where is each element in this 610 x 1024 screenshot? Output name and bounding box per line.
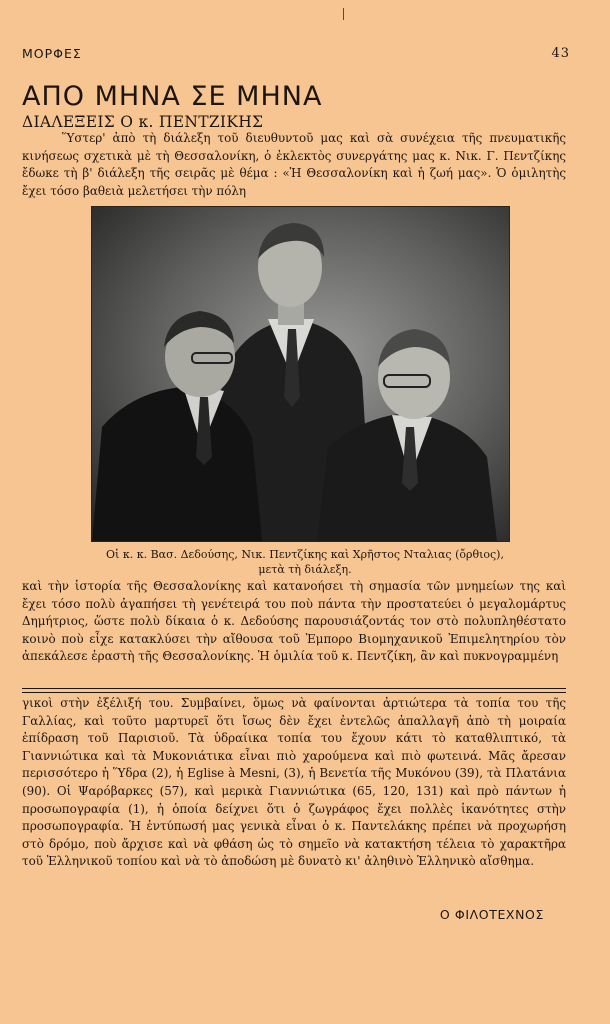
author-signature: Ο ΦΙΛΟΤΕΧΝΟΣ	[439, 907, 544, 922]
photo-caption-continued: μετὰ τὴ διάλεξη.	[258, 563, 352, 576]
page-header	[22, 46, 570, 64]
photo-caption: Οἱ κ. κ. Βασ. Δεδούσης, Νικ. Πεντζίκης καὶ Χρῆστος Νταλιας (ὄρθιος),	[106, 548, 504, 561]
magazine-name: ΜΟΡΦΕΣ	[22, 46, 82, 61]
section-divider-top	[22, 688, 566, 689]
print-mark	[343, 8, 344, 20]
article-title: ΑΠΟ ΜΗΝΑ ΣΕ ΜΗΝΑ	[22, 81, 323, 112]
article-subtitle: ΔΙΑΛΕΞΕΙΣ Ο κ. ΠΕΝΤΖΙΚΗΣ	[22, 113, 264, 131]
paragraph-body: καὶ τὴν ἱστορία τῆς Θεσσαλονίκης καὶ κατανοήσει τὴ σημασία τῶν μνημείων της καὶ ἔχει τόσο πολὺ ἀγαπήσει τὴ γενέτειρά του ποὺ πάντα τὴν προστατεύει ὁ μεγαλομάρτυς Δημήτριος, ὥστε πολὺ δίκαια ὁ κ. Δεδούσης παρουσιάζοντάς τον στὸ πολυπληθέστατο κοινὸ ποὺ εἶχε κατακλύσει τὴν αἴθουσα τοῦ Ἐμπορο Βιομηχανικοῦ Ἐπιμελητηρίου τὸν ἀπεκάλεσε ἐραστὴ τῆς Θεσσαλονίκης. Ἡ ὁμιλία τοῦ κ. Πεντζίκη, ἂν καὶ πυκνογραμμένη	[22, 579, 566, 664]
section-divider-bottom	[22, 692, 566, 693]
photo-illustration	[92, 207, 509, 541]
paragraph-review: γικοὶ στὴν ἐξέλιξή του. Συμβαίνει, ὅμως νὰ φαίνονται ἀρτιώτερα τὰ τοπία του τῆς Γαλλίας, καὶ τοῦτο μαρτυρεῖ ὅτι ἴσως δὲν ἔχει ἐντελῶς ἀπαλλαγῆ ἀπὸ τὴ μοιραία ἐπίδραση τοῦ Παρισιοῦ. Τὰ ὑδραίικα τοπία του ἔχουν κάτι τὸ καταθλιπτικό, τὰ Γιαννιώτικα καὶ τὰ Μυκονιάτικα εἶναι πιὸ χαρούμενα καὶ πιὸ φωτεινά. Μᾶς ἄρεσαν περισσότερο ἡ Ὕδρα (2), ἡ Eglise à Mesni, (3), ἡ Βενετία τῆς Μυκόνου (39), τὰ Πλατάνια (90). Οἱ Ψαρόβαρκες (57), καὶ μερικὰ Γιαννιώτικα (65, 120, 131) καὶ πρὸ πάντων ἡ προσωπογραφία (1), ἡ ὁποία δείχνει ὅτι ὁ ζωγράφος ἔχει πολλὲς ἱκανότητες στὴν προσωπογραφία. Ἡ ἐντύπωσή μας γενικὰ εἶναι ὁ κ. Παντελάκης πρέπει νὰ προχωρήση στὸ δρόμο, ποὺ ἄρχισε καὶ νὰ φθάση ὡς τὸ σημεῖο νὰ κατακτήση τέλεια τὸ χαρακτῆρα τοῦ Ἑλληνικοῦ τοπίου καὶ νὰ τὸ ἀποδώση μὲ δυνατὸ κι' ἀληθινὸ Ἑλληνικὸ αἴσθημα.	[22, 696, 566, 869]
group-photo	[91, 206, 510, 542]
page-number: 43	[551, 46, 570, 61]
paragraph-intro: Ὕστερ' ἀπὸ τὴ διάλεξη τοῦ διευθυντοῦ μας καὶ σὰ συνέχεια τῆς πνευματικῆς κινήσεως σχετικὰ μὲ τὴ Θεσσαλονίκη, ὁ ἐκλεκτὸς συνεργάτης μας κ. Νικ. Γ. Πεντζίκης ἔδωκε τὴ β' διάλεξη τῆς σειρᾶς μὲ θέμα : «Ἡ Θεσσαλονίκη καὶ ἡ ζωή μας». Ὁ ὁμιλητὴς ἔχει τόσο βαθειὰ μελετήσει τὴν πόλη	[22, 131, 566, 198]
